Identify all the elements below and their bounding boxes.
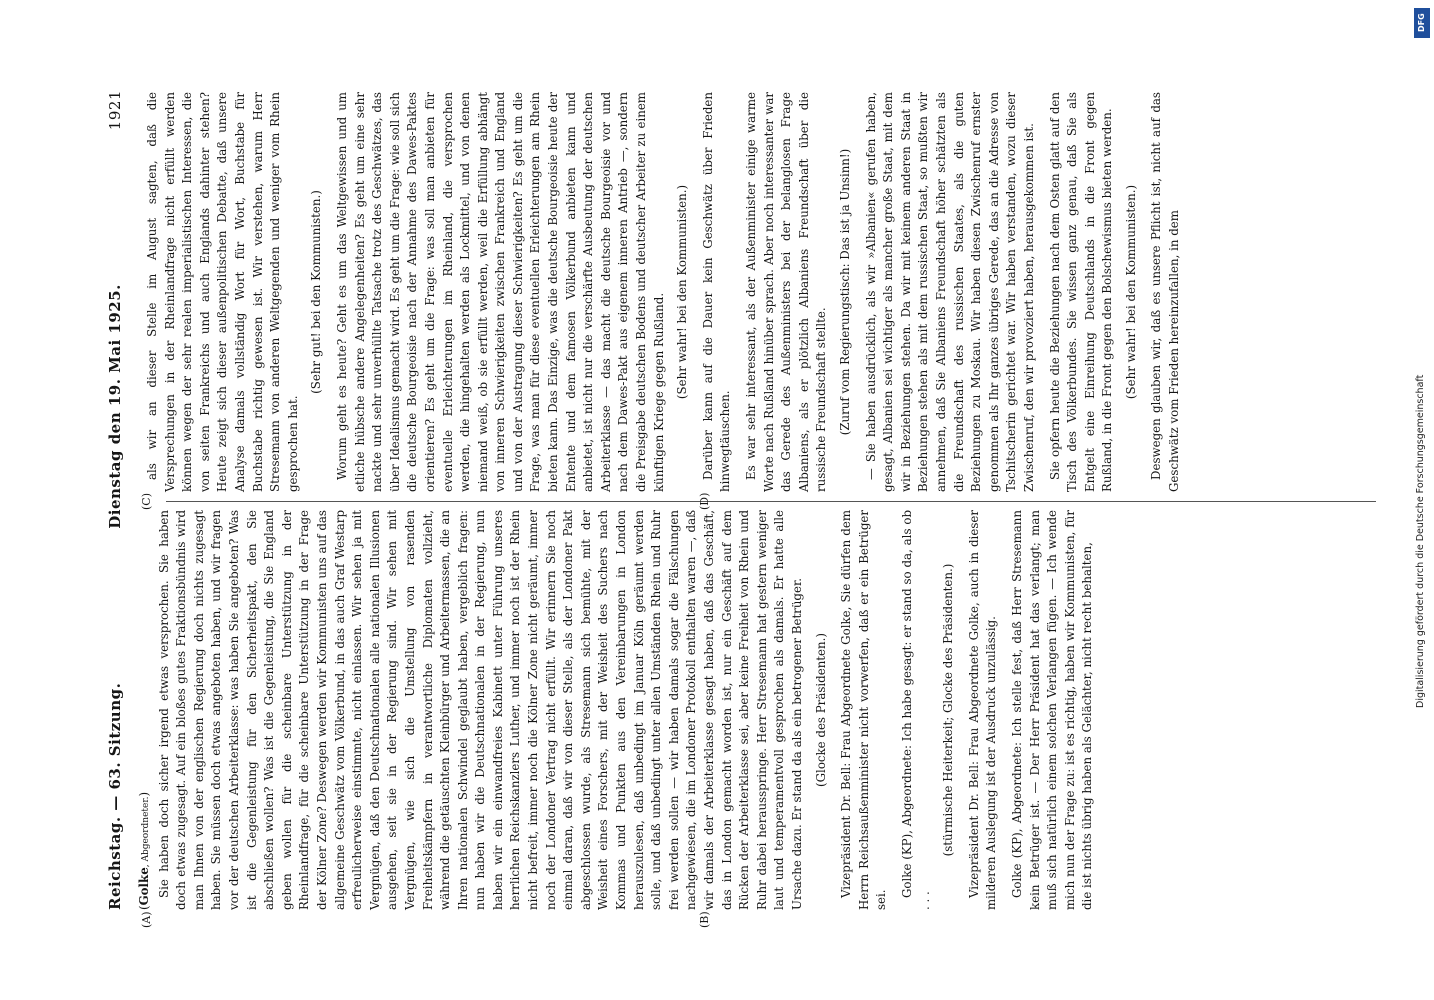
paragraph: — Sie haben ausdrücklich, als wir »Albanien« gerufen haben, gesagt, Albanien sei wichtiger als mancher große Staat, mit dem wir in Beziehungen stehen. Da wir mit keinem anderen Staat in Beziehungen stehen als mit dem russischen Staat, so mußten wir annehmen, daß Sie Albaniens Freundschaft höher schätzten als die Freundschaft des russischen Staates, als die guten Beziehungen zu Moskau. Wir haben diesen Zwischenruf ernster genommen als Ihr ganzes übriges Gerede, das an die Adresse von Tschitscherin gerichtet war. Wir haben verstanden, wozu dieser Zwischenruf, den wir provoziert haben, herausgekommen ist. [863,92,1036,492]
interjection: (Zuruf vom Regierungstisch: Das ist ja Unsinn!) [837,148,852,436]
margin-marker-a: (A) [140,911,153,928]
paragraph: als wir an dieser Stelle im August sagten, daß die Versprechungen in der Rheinlandfrage nicht erfüllt werden können wegen der sehr realen imperialistischen Interessen, die von seiten Frankreichs und auch Englands dahinter stehen? Heute zeigt sich dieser außenpolitischen Debatte, daß unsere Analyse damals vollständig Wort für Wort, Buchstabe für Buchstabe richtig gewesen ist. Wir verstehen, warum Herr Stresemann von anderen Weltgegenden und weniger vom Rhein gesprochen hat. [145,92,300,492]
right-column [136,92,1184,510]
interjection: (Sehr wahr! bei den Kommunisten.) [1123,184,1138,400]
left-after-block [813,510,1097,910]
left-column [136,510,1097,928]
header-left: Reichstag. — 63. Sitzung. [106,682,124,910]
paragraph: Darüber kann auf die Dauer kein Geschwätz über Frieden hinwegtäuschen. [700,92,733,492]
paragraph: Golke (KP), Abgeordnete: Ich habe gesagt: er stand so da, als ob . . . [899,510,932,910]
page-number: 1921 [106,90,124,131]
dfg-credit: Digitalisierung gefördert durch die Deutsche Forschungsgemeinschaft [1415,374,1426,708]
left-paragraph: Sie haben doch sicher irgend etwas versprochen. Sie haben doch etwas zugesagt. Auf ein bloßes gutes Fraktionsbündnis wird man Ihnen von der englischen Regierung doch nichts zugesagt haben. Sie müssen doch etwas angeboten haben, und wir fragen vor der deutschen Arbeiterklasse: was haben Sie angeboten? Was ist die Gegenleistung für den Sicherheitspakt, den Sie abschließen wollen? Was ist die Gegenleistung, die Sie England geben wollen für die scheinbare Unterstützung in der Rheinlandfrage, für die scheinbare Unterstützung in der Frage der Kölner Zone? Deswegen werden wir Kommunisten uns auf das allgemeine Geschwätz vom Völkerbund, in das auch Graf Westarp erfreulicherweise einstimmte, nicht einlassen. Wir sehen ja mit Vergnügen, daß den Deutschnationalen alle nationalen Illusionen ausgehen, seit sie in der Regierung sind. Wir sehen mit Vergnügen, wie sich die Umstellung von rasenden Freiheitskämpfern in verantwortliche Diplomaten vollzieht, während die getäuschten Kleinbürger und Arbeitermassen, die an Ihren nationalen Schwindel geglaubt haben, vergeblich fragen: nun haben wir die Deutschnationalen in der Regierung, nun haben wir ein einwandfreies Kabinett unter Führung unseres herrlichen Reichskanzlers Luther, und immer noch ist der Rhein nicht befreit, immer noch die Kölner Zone nicht geräumt, immer noch der Londoner Vertrag nicht erfüllt. Wir erinnern Sie noch einmal daran, daß wir von dieser Stelle, als der Londoner Pakt abgeschlossen wurde, als Stresemann sich bemühte, mit der Weisheit eines Forschers, mit der Weisheit des Suchers nach Kommas und Punkten aus den Vereinbarungen in London herauszulesen, daß unbedingt im Januar Köln geräumt werden solle, und daß unbedingt unter allen Umständen Rhein und Ruhr frei werden sollen — wir haben damals sogar die Fälschungen nachgewiesen, die im Londoner Protokoll enthalten waren —, daß wir damals der Arbeiterklasse gesagt haben, daß das Geschäft, das in London gemacht worden ist, nur ein Geschäft auf dem Rücken der Arbeiterklasse sei, aber keine Freiheit von Rhein und Ruhr dabei herausspringe. Herr Stresemann hat gestern weniger laut und temperamentvoll gesprochen als damals. Er hatte alle Ursache dazu. Er stand da als ein betrogener Betrüger. [156,510,804,910]
paragraph: Sie opfern heute die Beziehungen nach dem Osten glatt auf den Tisch des Völkerbundes. Sie wissen ganz genau, daß Sie als Entgelt eine Einreihung Deutschlands in die Front gegen Rußland, in die Front gegen den Bolschewismus bieten werden. [1047,92,1115,492]
interjection: (Sehr wahr! bei den Kommunisten.) [675,184,690,400]
paragraph: Es war sehr interessant, als der Außenminister einige warme Worte nach Rußland hinüber sprach. Aber noch interessanter war das Gerede des Außenministers bei der belanglosen Frage Albaniens, als er plötzlich Albaniens Freundschaft über die russische Freundschaft stellte. [744,92,829,492]
rotated-page-content [100,90,1320,928]
paragraph: Worum geht es heute? Geht es um das Weltgewissen und um etliche hübsche andere Angelegenheiten? Es geht um eine sehr nackte und sehr unverhüllte Tatsache trotz des Geschwätzes, das über Idealismus gemacht wird. Es geht um die Frage: wie soll sich die deutsche Bourgeoisie nach der Annahme des Dawes-Paktes orientieren? Es geht um die Frage: was soll man anbieten für eventuelle Erleichterungen im Rheinland, die versprochen werden, die hingehalten werden als Lockmittel, und von denen niemand weiß, ob sie erfüllt werden, weil die Erfüllung abhängt von inneren Schwierigkeiten zwischen Frankreich und England und von der Austragung dieser Schwierigkeiten? Es geht um die Frage, was man für diese eventuellen Erleichterungen am Rhein bieten kann. Das Einzige, was die deutsche Bourgeoisie heute der Entente und dem famosen Völkerbund anbieten kann und anbietet, ist nicht nur die verschärfte Ausbeutung der deutschen Arbeiterklasse — das macht die deutsche Bourgeoisie vor und nach dem Dawes-Pakt aus eigenem inneren Antrieb —, sondern die Preisgabe deutschen Bodens und deutscher Arbeiter zu einem künftigen Kriege gegen Rußland. [334,92,666,492]
column-divider [166,501,1376,502]
speaker-tag: (Golke, Abgeordneter.) [137,791,151,910]
paragraph: Deswegen glauben wir, daß es unsere Pflicht ist, nicht auf das Geschwätz vom Frieden hereinzufallen, in dem [1149,92,1182,492]
right-body [144,92,1184,492]
margin-marker-c: (C) [140,493,153,510]
paragraph: Vizepräsident Dr. Bell: Frau Abgeordnete Golke, auch in dieser milderen Auslegung ist der Ausdruck unzulässig. [966,510,999,910]
header-center: Dienstag den 19. Mai 1925. [106,284,124,529]
interjection: (Glocke des Präsidenten.) [813,633,828,787]
margin-marker-b: (B) [698,911,711,928]
paragraph: Vizepräsident Dr. Bell: Frau Abgeordnete Golke, Sie dürfen dem Herrn Reichsaußenminister nicht vorwerfen, daß er ein Betrüger sei. [839,510,889,910]
dfg-logo: DFG [1414,8,1430,38]
interjection: (stürmische Heiterkeit; Glocke des Präsidenten.) [941,563,956,857]
dfg-footer [1412,8,1434,728]
paragraph: Golke (KP), Abgeordnete: Ich stelle fest, daß Herr Stresemann kein Betrüger ist. — Der Herr Präsident hat das verlangt; man muß sich natürlich einem solchen Verlangen fügen. — Ich wende mich nun der Frage zu: ist es richtig, haben wir Kommunisten, für die ist nichts übrig haben als Gelächter, nicht recht behalten, [1009,510,1095,910]
interjection: (Sehr gut! bei den Kommunisten.) [309,190,324,394]
page-header [100,90,124,910]
margin-marker-d: (D) [698,492,711,510]
